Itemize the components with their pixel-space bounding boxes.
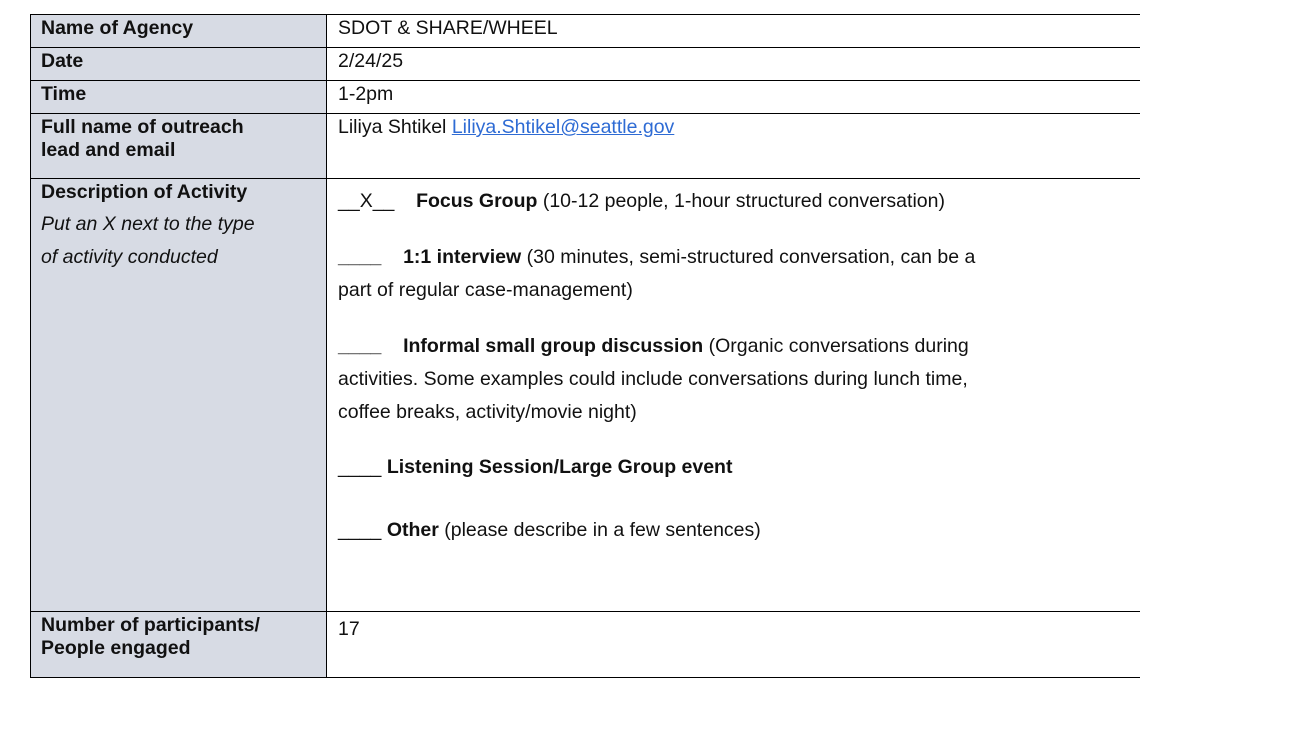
time-row — [31, 81, 1141, 114]
outreach-lead-label-line1: Full name of outreach — [41, 116, 244, 138]
outreach-lead-email-link[interactable]: Liliya.Shtikel@seattle.gov — [451, 116, 675, 138]
informal-detail: (Organic conversations during — [703, 335, 969, 357]
interview-mark[interactable]: ____ — [338, 246, 382, 268]
focus-group-mark[interactable]: __X__ — [338, 190, 395, 212]
activity-description-row — [31, 179, 1141, 612]
listening-title: Listening Session/Large Group event — [386, 456, 733, 478]
interview-detail: (30 minutes, semi-structured conversation, can be a — [521, 246, 976, 268]
time-label: Time — [31, 81, 327, 114]
focus-group-detail: (10-12 people, 1-hour structured conversation) — [537, 190, 945, 212]
activity-option-other — [338, 514, 1130, 547]
other-title: Other — [386, 519, 439, 541]
outreach-lead-row — [31, 114, 1141, 179]
outreach-lead-value — [327, 114, 1141, 179]
activity-instructions-line2: of activity conducted — [41, 246, 218, 268]
activity-option-focus-group — [338, 185, 1130, 218]
agency-value: SDOT & SHARE/WHEEL — [327, 15, 1141, 48]
outreach-lead-label-line2: lead and email — [41, 139, 176, 161]
activity-options — [327, 179, 1141, 612]
participants-label — [31, 612, 327, 678]
informal-detail-line3: coffee breaks, activity/movie night) — [338, 401, 637, 423]
listening-mark[interactable]: ____ — [338, 456, 382, 478]
activity-description-label — [31, 179, 327, 612]
informal-detail-line2: activities. Some examples could include conversations during lunch time, — [338, 368, 968, 390]
outreach-lead-label — [31, 114, 327, 179]
informal-title: Informal small group discussion — [403, 335, 704, 357]
activity-description-instructions — [41, 208, 316, 274]
activity-description-title: Description of Activity — [41, 181, 248, 203]
informal-mark[interactable]: ____ — [338, 335, 382, 357]
agency-label: Name of Agency — [31, 15, 327, 48]
participants-row — [31, 612, 1141, 678]
outreach-form-table — [30, 14, 1140, 678]
agency-row — [31, 15, 1141, 48]
participants-label-line2: People engaged — [41, 637, 191, 659]
outreach-lead-name: Liliya Shtikel — [338, 116, 447, 138]
activity-instructions-line1: Put an X next to the type — [41, 213, 255, 235]
participants-value: 17 — [338, 618, 360, 640]
focus-group-title: Focus Group — [416, 190, 538, 212]
interview-title: 1:1 interview — [403, 246, 522, 268]
interview-detail-line2: part of regular case-management) — [338, 279, 633, 301]
participants-value-cell — [327, 612, 1141, 678]
activity-option-listening-session — [338, 451, 1130, 484]
time-value: 1-2pm — [327, 81, 1141, 114]
date-label: Date — [31, 48, 327, 81]
other-detail: (please describe in a few sentences) — [438, 519, 761, 541]
participants-label-line1: Number of participants/ — [41, 614, 260, 636]
activity-option-informal-discussion — [338, 330, 1130, 429]
date-value: 2/24/25 — [327, 48, 1141, 81]
other-mark[interactable]: ____ — [338, 519, 382, 541]
activity-option-interview — [338, 241, 1130, 307]
date-row — [31, 48, 1141, 81]
